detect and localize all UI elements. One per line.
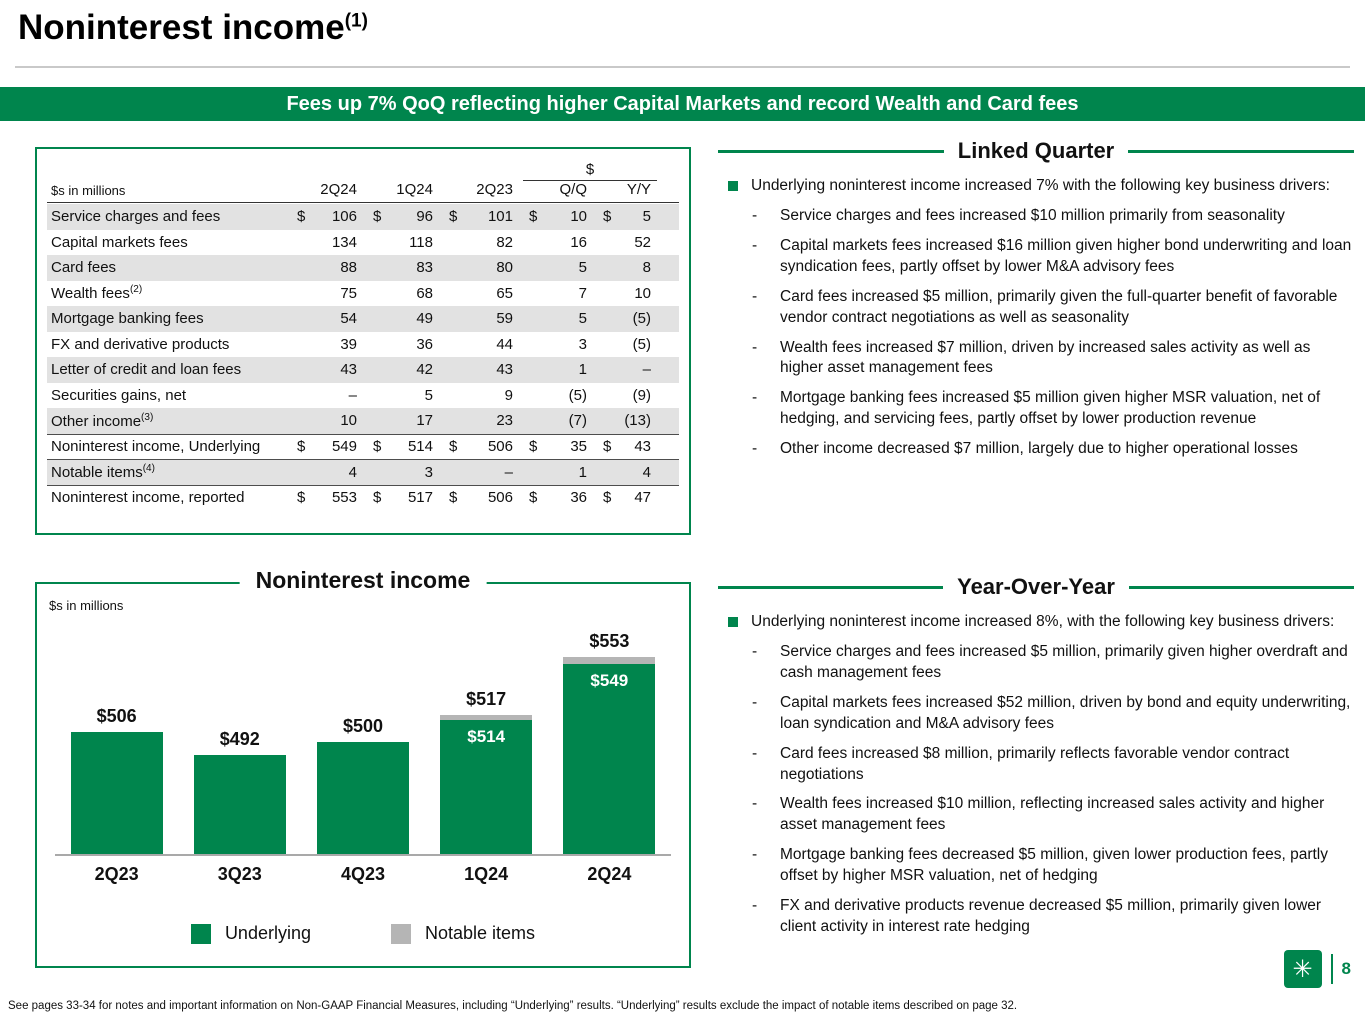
underlying-bar-segment: [317, 742, 409, 854]
table-units-label: $s in millions: [51, 183, 126, 198]
table-row: [47, 332, 679, 358]
cell-value: 43: [634, 438, 651, 456]
currency-symbol: $: [373, 208, 382, 226]
bar-category-label: 1Q24: [464, 864, 509, 884]
year-over-year-heading: [718, 574, 1354, 600]
table-cell: [289, 464, 365, 481]
row-label: Other income$^{(3)}$: [51, 411, 154, 430]
cell-value: 506: [487, 489, 513, 507]
noninterest-income-table: [35, 147, 691, 535]
legend-label-notable: Notable items: [424, 923, 536, 943]
table-row: [47, 383, 679, 409]
cell-value: (5): [568, 386, 587, 404]
table-cell: [365, 438, 441, 455]
table-cell: [289, 234, 365, 251]
currency-symbol: $: [373, 489, 382, 507]
sub-bullet: [752, 744, 1354, 786]
year-over-year-heading-text: Year-Over-Year: [957, 574, 1115, 599]
bar-total-label: $517: [466, 688, 507, 709]
sub-bullet-text: Card fees increased $8 million, primarily reflects favorable vendor contract negotiations: [780, 744, 1290, 783]
cell-value: 10: [634, 284, 651, 302]
cell-value: 96: [416, 208, 433, 226]
bar-column: [317, 716, 409, 854]
linked-quarter-lead-text: Underlying noninterest income increased 7% with the following key business drivers:: [751, 177, 1330, 194]
sub-bullet-text: Mortgage banking fees increased $5 million given higher MSR valuation, net of hedging, and servicing fees, partly offset by lower production revenue: [780, 389, 1321, 428]
bar-category-label: 4Q23: [340, 864, 385, 884]
table-cell: [441, 234, 521, 251]
table-cell: [365, 412, 441, 429]
table-cell: [521, 310, 595, 327]
cell-value: (5): [632, 335, 651, 353]
cell-value: –: [642, 361, 651, 379]
table-cell: [441, 464, 521, 481]
row-label: Noninterest income, reported: [51, 489, 245, 507]
table-cell: [289, 336, 365, 353]
cell-value: 36: [570, 489, 587, 507]
bar-inner-label: $514: [467, 726, 506, 746]
cell-value: 43: [340, 361, 357, 379]
cell-value: 75: [340, 284, 357, 302]
cell-value: 68: [416, 284, 433, 302]
table-row: [47, 485, 679, 511]
table-cell: [441, 438, 521, 455]
table-cell: [365, 234, 441, 251]
table-row: [47, 459, 679, 485]
legend-item-notable: [391, 923, 535, 944]
dash-bullet-icon: -: [752, 795, 758, 813]
table-cell: [441, 285, 521, 302]
currency-symbol: $: [297, 208, 306, 226]
table-cell: [441, 208, 521, 225]
table-cell: [521, 438, 595, 455]
dash-bullet-icon: -: [752, 897, 758, 915]
currency-symbol: $: [529, 208, 538, 226]
square-bullet-icon: [728, 617, 738, 627]
bar-total-label: $492: [219, 728, 260, 749]
cell-value: 35: [570, 438, 587, 456]
table-cell: [365, 464, 441, 481]
headline-banner: [0, 87, 1365, 121]
underlying-bar-segment: [194, 755, 286, 854]
bar-column: [194, 729, 286, 854]
currency-symbol: $: [529, 438, 538, 456]
dash-bullet-icon: -: [752, 287, 758, 305]
linked-quarter-section: [718, 138, 1354, 469]
cell-value: 88: [340, 259, 357, 277]
table-cell: [365, 361, 441, 378]
column-header-yy: Y/Y: [626, 181, 651, 198]
table-cell: [441, 336, 521, 353]
bar-category-label: 2Q23: [94, 864, 139, 884]
row-label: Letter of credit and loan fees: [51, 361, 242, 379]
cell-value: 65: [496, 284, 513, 302]
year-over-year-lead-bullet: [718, 612, 1354, 633]
cell-value: 23: [496, 412, 513, 430]
cell-value: 118: [409, 233, 433, 251]
table-cell: [289, 387, 365, 404]
cell-value: (7): [568, 412, 587, 430]
cell-value: 43: [496, 361, 513, 379]
table-body: [47, 204, 679, 510]
table-cell: [595, 259, 659, 276]
chart-legend: [37, 923, 689, 944]
table-cell: [365, 310, 441, 327]
citizens-logo-icon: ✳: [1284, 950, 1322, 988]
cell-value: 506: [487, 438, 513, 456]
bar-total-label: $500: [342, 716, 383, 736]
table-cell: [441, 361, 521, 378]
table-row: [47, 281, 679, 307]
bar-inner-label: $549: [590, 670, 629, 690]
cell-value: 5: [578, 259, 587, 277]
legend-item-underlying: [191, 923, 311, 944]
table-cell: [521, 412, 595, 429]
table-cell: [441, 310, 521, 327]
cell-value: 553: [331, 489, 357, 507]
cell-value: 39: [340, 335, 357, 353]
table-row: [47, 204, 679, 230]
cell-value: 82: [496, 233, 513, 251]
table-cell: [289, 489, 365, 506]
currency-symbol: $: [603, 438, 612, 456]
cell-value: 80: [496, 259, 513, 277]
dash-bullet-icon: -: [752, 338, 758, 356]
title-divider: [15, 66, 1350, 68]
cell-value: 44: [496, 335, 513, 353]
page-title-text: Noninterest income: [18, 8, 345, 47]
cell-value: 5: [578, 310, 587, 328]
table-cell: [595, 387, 659, 404]
cell-value: –: [348, 386, 357, 404]
currency-symbol: $: [449, 438, 458, 456]
sub-bullet-text: Service charges and fees increased $10 million primarily from seasonality: [780, 206, 1285, 224]
bar-total-label: $553: [589, 631, 630, 652]
year-over-year-section: [718, 574, 1354, 947]
table-cell: [365, 489, 441, 506]
underlying-swatch-icon: [191, 924, 211, 944]
dash-bullet-icon: -: [752, 206, 758, 224]
dash-bullet-icon: -: [752, 642, 758, 660]
heading-rule-right: [1128, 150, 1354, 153]
table-cell: [289, 310, 365, 327]
sub-bullet-text: Card fees increased $5 million, primarily given the full-quarter benefit of favorable vendor contract negotiations as well as seasonality: [780, 287, 1338, 326]
sub-bullet-text: Mortgage banking fees decreased $5 million, given lower production fees, partly offset by higher MSR valuation, net of hedging: [780, 846, 1328, 885]
change-group-header: $: [523, 161, 657, 181]
cell-value: 4: [642, 463, 651, 481]
table-cell: [595, 412, 659, 429]
cell-value: (13): [624, 412, 651, 430]
dash-bullet-icon: -: [752, 389, 758, 407]
notable-items-swatch-icon: [391, 924, 411, 944]
cell-value: 49: [416, 310, 433, 328]
page-title: [18, 8, 368, 48]
underlying-bar-segment: [563, 664, 655, 854]
currency-symbol: $: [297, 489, 306, 507]
bar-category-label: 2Q24: [587, 864, 632, 884]
table-cell: [365, 285, 441, 302]
table-row: [47, 434, 679, 460]
cell-value: 83: [416, 259, 433, 277]
cell-value: (9): [632, 386, 651, 404]
column-header-qq: Q/Q: [559, 181, 587, 198]
table-cell: [365, 387, 441, 404]
sub-bullet: [752, 439, 1354, 460]
table-cell: [595, 489, 659, 506]
square-bullet-icon: [728, 181, 738, 191]
cell-value: 7: [578, 284, 587, 302]
bar-column: [440, 689, 532, 854]
cell-value: 16: [570, 233, 587, 251]
dash-bullet-icon: -: [752, 744, 758, 762]
heading-rule-right: [1129, 586, 1354, 589]
cell-value: 1: [578, 463, 587, 481]
cell-value: 54: [340, 310, 357, 328]
underlying-bar-segment: [71, 732, 163, 854]
table-header-row: [47, 181, 679, 203]
linked-quarter-lead-bullet: [718, 176, 1354, 197]
cell-value: 4: [348, 463, 357, 481]
dash-bullet-icon: -: [752, 440, 758, 458]
cell-value: 1: [578, 361, 587, 379]
sub-bullet: [752, 845, 1354, 887]
cell-value: 36: [416, 335, 433, 353]
row-label: FX and derivative products: [51, 335, 230, 353]
heading-rule-left: [718, 150, 944, 153]
heading-rule-left: [718, 586, 943, 589]
sub-bullet: [752, 236, 1354, 278]
table-cell: [289, 438, 365, 455]
table-row: [47, 306, 679, 332]
year-over-year-bullets: [718, 642, 1354, 938]
table-cell: [521, 387, 595, 404]
table-row: [47, 230, 679, 256]
linked-quarter-heading-text: Linked Quarter: [957, 138, 1115, 163]
headline-banner-text: Fees up 7% QoQ reflecting higher Capital Markets and record Wealth and Card fees: [286, 92, 1079, 115]
table-cell: [521, 361, 595, 378]
badge-divider: [1331, 954, 1333, 984]
cell-value: 549: [331, 438, 357, 456]
table-cell: [365, 259, 441, 276]
page-title-footnote-marker: (1): [344, 10, 368, 32]
table-cell: [521, 208, 595, 225]
currency-symbol: $: [373, 438, 382, 456]
bar-column: [563, 631, 655, 854]
sub-bullet: [752, 794, 1354, 836]
dash-bullet-icon: -: [752, 236, 758, 254]
cell-value: (5): [632, 310, 651, 328]
cell-value: 10: [340, 412, 357, 430]
currency-symbol: $: [603, 208, 612, 226]
table-cell: [441, 489, 521, 506]
column-header-2q23: 2Q23: [476, 181, 513, 198]
table-change-header-row: [47, 161, 679, 181]
cell-value: 3: [578, 335, 587, 353]
bar-total-label: $506: [96, 706, 137, 727]
sub-bullet-text: Other income decreased $7 million, largely due to higher operational losses: [780, 440, 1298, 458]
column-header-1q24: 1Q24: [396, 181, 433, 198]
table-row: [47, 357, 679, 383]
page-number: 8: [1341, 959, 1351, 978]
row-label: Card fees: [51, 259, 117, 277]
table-cell: [441, 259, 521, 276]
cell-value: 101: [487, 208, 513, 226]
noninterest-income-chart: [35, 567, 691, 968]
table-cell: [521, 464, 595, 481]
sub-bullet-text: FX and derivative products revenue decreased $5 million, primarily given lower client activity in interest rate hedging: [780, 897, 1322, 936]
row-label-superscript: (4): [142, 463, 155, 475]
cell-value: 42: [416, 361, 433, 379]
cell-value: 5: [424, 386, 433, 404]
sub-bullet: [752, 206, 1354, 227]
row-label-superscript: (3): [141, 411, 154, 423]
currency-symbol: $: [603, 489, 612, 507]
table-cell: [289, 412, 365, 429]
cell-value: 9: [504, 386, 513, 404]
currency-symbol: $: [529, 489, 538, 507]
linked-quarter-heading: [718, 138, 1354, 164]
table-cell: [595, 234, 659, 251]
row-label: Wealth fees$^{(2)}$: [51, 284, 143, 303]
currency-symbol: $: [449, 208, 458, 226]
cell-value: 59: [496, 310, 513, 328]
table-cell: [595, 464, 659, 481]
dash-bullet-icon: -: [752, 693, 758, 711]
row-label-superscript: (2): [129, 284, 143, 296]
cell-value: –: [504, 463, 513, 481]
column-header-2q24: 2Q24: [320, 181, 357, 198]
cell-value: 17: [416, 412, 433, 430]
table-cell: [289, 208, 365, 225]
bar-column: [71, 706, 163, 854]
table-cell: [521, 489, 595, 506]
table-cell: [521, 285, 595, 302]
table-cell: [365, 336, 441, 353]
table-cell: [441, 412, 521, 429]
legend-label-underlying: Underlying: [224, 923, 311, 943]
cell-value: 47: [634, 489, 651, 507]
sub-bullet-text: Wealth fees increased $10 million, reflecting increased sales activity and higher asset management fees: [780, 795, 1325, 834]
page-footer-badge: [1284, 950, 1351, 988]
chart-bars: [55, 624, 671, 856]
chart-units-label: $s in millions: [49, 598, 124, 613]
dash-bullet-icon: -: [752, 846, 758, 864]
table-cell: [289, 361, 365, 378]
footnote: See pages 33-34 for notes and important information on Non-GAAP Financial Measures, including “Underlying” results. “Underlying” results exclude the impact of notable items described on page 32.: [8, 1000, 1018, 1012]
cell-value: 106: [331, 208, 357, 226]
table-cell: [595, 361, 659, 378]
sub-bullet-text: Wealth fees increased $7 million, driven by increased sales activity as well as higher asset management fees: [780, 338, 1311, 377]
underlying-bar-segment: [440, 720, 532, 854]
row-label: Notable items$^{(4)}$: [51, 463, 155, 482]
cell-value: 5: [642, 208, 651, 226]
table-row: [47, 255, 679, 281]
sub-bullet-text: Service charges and fees increased $5 million, primarily given higher overdraft and cash management fees: [780, 642, 1348, 681]
table-cell: [595, 336, 659, 353]
bar-category-label: 3Q23: [217, 864, 262, 884]
table-cell: [595, 310, 659, 327]
year-over-year-lead-text: Underlying noninterest income increased 8%, with the following key business drivers:: [751, 613, 1335, 630]
currency-symbol: $: [449, 489, 458, 507]
table-cell: [521, 259, 595, 276]
sub-bullet: [752, 693, 1354, 735]
cell-value: 10: [570, 208, 587, 226]
cell-value: 52: [634, 233, 651, 251]
sub-bullet: [752, 287, 1354, 329]
sub-bullet: [752, 896, 1354, 938]
table-cell: [521, 234, 595, 251]
row-label: Noninterest income, Underlying: [51, 438, 261, 456]
linked-quarter-bullets: [718, 206, 1354, 460]
sub-bullet-text: Capital markets fees increased $16 million given higher bond underwriting and loan syndication fees, partly offset by lower M&A advisory fees: [780, 236, 1352, 275]
cell-value: 517: [407, 489, 433, 507]
table-cell: [289, 285, 365, 302]
table-cell: [289, 259, 365, 276]
table-cell: [521, 336, 595, 353]
chart-title: Noninterest income: [240, 567, 487, 594]
row-label: Mortgage banking fees: [51, 310, 204, 328]
sub-bullet: [752, 338, 1354, 380]
table-cell: [595, 208, 659, 225]
cell-value: 8: [642, 259, 651, 277]
sub-bullet: [752, 388, 1354, 430]
cell-value: 3: [424, 463, 433, 481]
chart-plot-area: [55, 624, 671, 885]
table-row: [47, 408, 679, 434]
row-label: Securities gains, net: [51, 386, 187, 404]
row-label: Capital markets fees: [51, 233, 188, 251]
cell-value: 134: [331, 233, 357, 251]
chart-category-axis: [55, 864, 671, 885]
table-cell: [595, 285, 659, 302]
cell-value: 514: [407, 438, 433, 456]
sub-bullet: [752, 642, 1354, 684]
table-cell: [441, 387, 521, 404]
table-cell: [365, 208, 441, 225]
currency-symbol: $: [297, 438, 306, 456]
sub-bullet-text: Capital markets fees increased $52 million, driven by bond and equity underwriting, loan syndication and M&A advisory fees: [780, 693, 1351, 732]
table-cell: [595, 438, 659, 455]
row-label: Service charges and fees: [51, 208, 221, 226]
